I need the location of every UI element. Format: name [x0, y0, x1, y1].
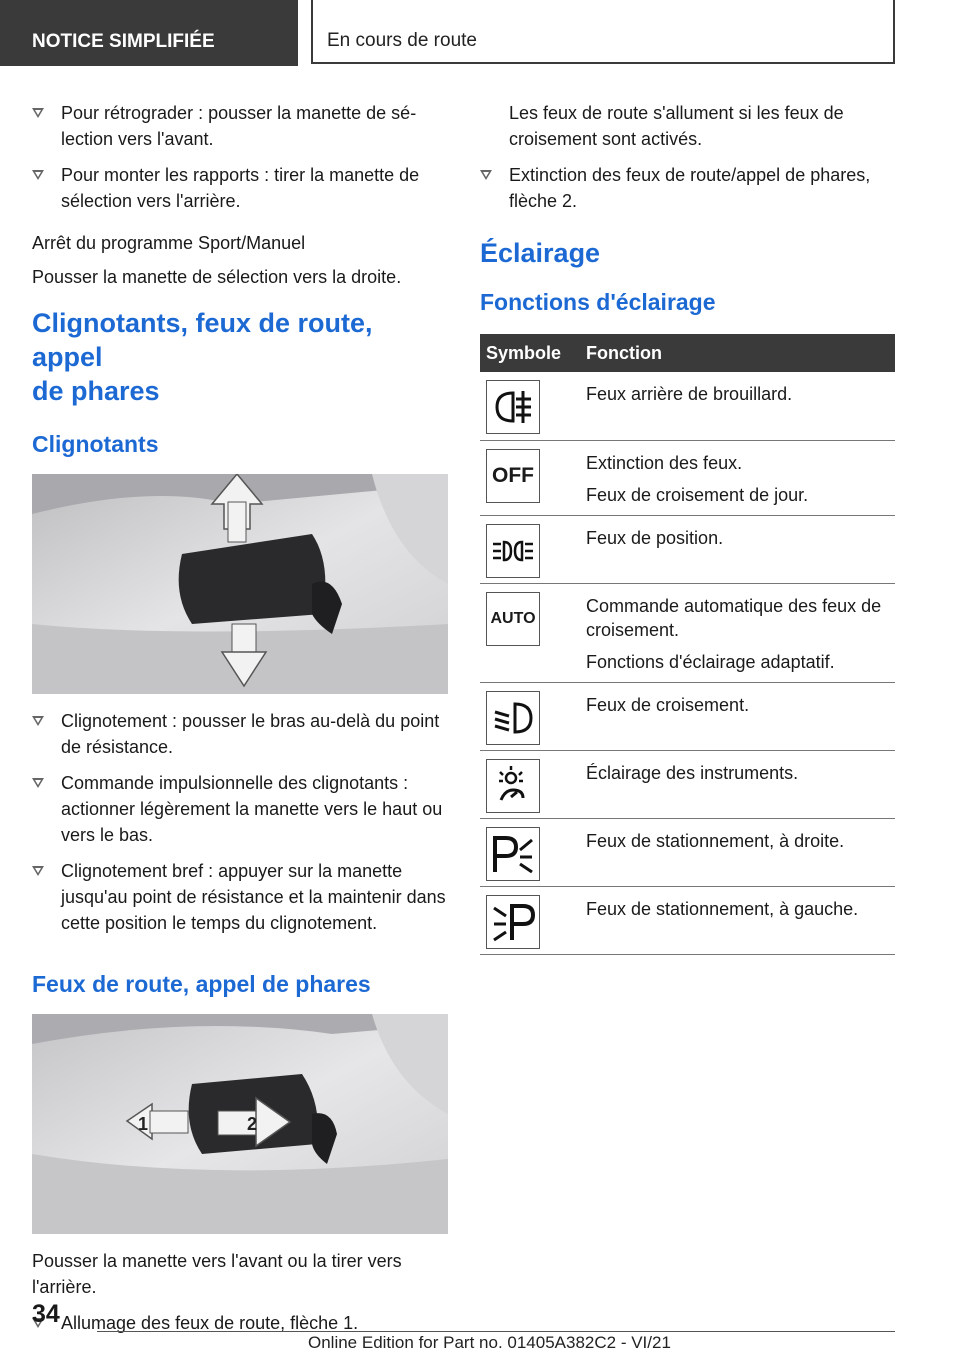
paragraph-indented: Les feux de route s'allument si les feux de croisement sont activés.: [509, 103, 844, 149]
table-header-row: [480, 334, 895, 372]
low-beam-icon: [486, 691, 540, 745]
bullet-triangle-icon: [32, 170, 44, 180]
page-header: [0, 0, 960, 66]
table-row: Feux de stationnement, à droite.: [480, 818, 895, 886]
table-row: Éclairage des instruments.: [480, 750, 895, 818]
high-beam-image: [32, 1014, 448, 1234]
auto-icon: AUTO: [486, 592, 540, 646]
table-row: Feux arrière de brouillard.: [480, 372, 895, 440]
page-number: 34: [32, 1300, 60, 1328]
column-header: Fonction: [580, 334, 895, 372]
parking-light-right-icon: [486, 827, 540, 881]
bullet-triangle-icon: [32, 716, 44, 726]
column-header: Symbole: [480, 334, 580, 372]
footer-divider: [97, 1331, 895, 1332]
table-row: Feux de position.: [480, 515, 895, 583]
list-item: Commande impulsionnelle des clignotants : actionner légèrement la manette vers le haut ou vers le bas.: [32, 770, 448, 848]
chapter-title: En cours de route: [311, 0, 895, 64]
heading-clignotants-feux: Clignotants, feux de route, appel de phares: [32, 308, 373, 406]
list-item: Extinction des feux de route/appel de phares, flèche 2.: [480, 162, 895, 214]
off-icon: OFF: [486, 449, 540, 503]
turn-signal-image: [32, 474, 448, 694]
section-title: NOTICE SIMPLIFIÉE: [0, 0, 298, 66]
list-item: Allumage des feux de route, flèche 1.: [32, 1310, 448, 1336]
table-row: AUTO Commande automatique des feux de croisement. Fonctions d'éclairage adaptatif.: [480, 583, 895, 682]
heading-feux-de-route: Feux de route, appel de phares: [32, 971, 371, 997]
arrow-label-2: 2: [247, 1114, 258, 1134]
position-lights-icon: [486, 524, 540, 578]
heading-clignotants: Clignotants: [32, 431, 159, 457]
heading-fonctions-eclairage: Fonctions d'éclairage: [480, 289, 716, 315]
list-item: Clignotement : pousser le bras au-delà du point de résistance.: [32, 708, 448, 760]
table-row: Feux de croisement.: [480, 682, 895, 750]
table-row: OFF Extinction des feux. Feux de croisement de jour.: [480, 440, 895, 515]
right-column: [480, 100, 895, 955]
arrow-label-1: 1: [138, 1114, 149, 1134]
bullet-triangle-icon: [480, 170, 492, 180]
left-column: [32, 100, 448, 1346]
bullet-triangle-icon: [32, 108, 44, 118]
rear-fog-light-icon: [486, 380, 540, 434]
bullet-triangle-icon: [32, 778, 44, 788]
edition-text: Online Edition for Part no. 01405A382C2 - VI/21: [308, 1333, 671, 1352]
lighting-functions-table: [480, 334, 895, 955]
list-item: Pour monter les rapports : tirer la manette de sélection vers l'arrière.: [32, 162, 448, 214]
bullet-triangle-icon: [32, 866, 44, 876]
instrument-lighting-icon: [486, 759, 540, 813]
paragraph: Pousser la manette vers l'avant ou la tirer vers l'arrière.: [32, 1251, 402, 1297]
list-item: Pour rétrograder : pousser la manette de sé‐lection vers l'avant.: [32, 100, 448, 152]
paragraph: Pousser la manette de sélection vers la droite.: [32, 267, 402, 287]
table-row: Feux de stationnement, à gauche.: [480, 886, 895, 954]
list-item: Clignotement bref : appuyer sur la manette jusqu'au point de résistance et la maintenir dans cette position le temps du clignotement.: [32, 858, 448, 936]
heading-eclairage: Éclairage: [480, 238, 601, 268]
paragraph: Arrêt du programme Sport/Manuel: [32, 233, 306, 253]
parking-light-left-icon: [486, 895, 540, 949]
